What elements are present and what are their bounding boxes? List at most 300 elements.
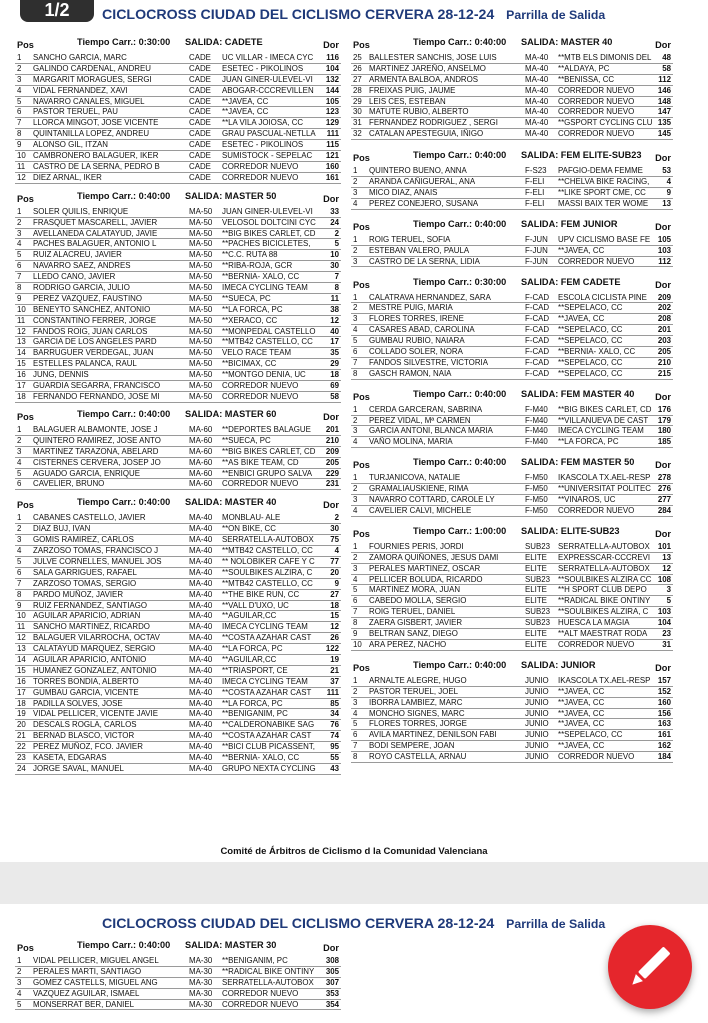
team: CORREDOR NUEVO xyxy=(558,639,635,649)
position: 2 xyxy=(353,686,358,696)
category-block xyxy=(15,191,341,403)
page-title xyxy=(102,7,605,23)
category: MA-40 xyxy=(189,665,213,675)
bib-number: 210 xyxy=(657,357,671,367)
bib-number: 103 xyxy=(657,245,671,255)
position: 4 xyxy=(353,437,358,447)
rider-row xyxy=(351,752,673,763)
position: 1 xyxy=(17,956,22,965)
rider-row xyxy=(351,325,673,336)
rider-row xyxy=(351,506,673,517)
rider-name: ROIG TERUEL, DANIEL xyxy=(369,607,456,617)
position: 2 xyxy=(353,552,358,562)
rider-row xyxy=(351,564,673,575)
category: MA-40 xyxy=(189,709,213,719)
bib-number: 85 xyxy=(330,698,339,708)
team: **SUECA, PC xyxy=(222,293,271,303)
bib-number: 21 xyxy=(330,665,339,675)
bib-number: 123 xyxy=(325,107,339,117)
position: 3 xyxy=(353,697,358,707)
block-header xyxy=(351,457,673,473)
race-time: Tiempo Carr.: 0:40:00 xyxy=(413,218,507,229)
bib-header: Dor xyxy=(655,662,671,673)
category: MA-40 xyxy=(525,74,549,84)
rider-name: HUMANEZ GONZALEZ, ANTONIO xyxy=(33,665,157,675)
team: **LA FORCA, PC xyxy=(222,304,283,314)
rider-name: ZAERA GISBERT, JAVIER xyxy=(369,618,463,628)
team: **BIG BIKES CARLET, CD xyxy=(222,446,316,456)
block-header xyxy=(15,409,341,425)
rider-row xyxy=(15,436,341,447)
category: MA-50 xyxy=(189,272,213,282)
bib-number: 77 xyxy=(330,556,339,566)
category: JUNIO xyxy=(525,697,549,707)
team: UPV CICLISMO BASE FE xyxy=(558,234,651,244)
team: CORREDOR NUEVO xyxy=(222,391,299,401)
team: **JAVEA, CC xyxy=(558,719,605,729)
team: **UNIVERSITAT POLITEC xyxy=(558,484,651,494)
category: MA-40 xyxy=(525,118,549,128)
category: F-M40 xyxy=(525,415,548,425)
team: GRUPO NEXTA CYCLING xyxy=(222,763,316,773)
rider-row xyxy=(15,261,341,272)
rider-name: GUMBAU GARCIA, VICENTE xyxy=(33,687,139,697)
bib-number: 55 xyxy=(330,752,339,762)
category: MA-50 xyxy=(189,250,213,260)
rider-row xyxy=(351,596,673,607)
category: MA-40 xyxy=(189,524,213,534)
rider-name: TURJANICOVA, NATALIE xyxy=(369,473,461,483)
category: CADE xyxy=(189,107,211,117)
rider-name: CAMBRONERO BALAGUER, IKER xyxy=(33,151,159,161)
position: 8 xyxy=(353,752,358,762)
team: CORREDOR NUEVO xyxy=(222,172,299,182)
position: 10 xyxy=(17,304,26,314)
rider-name: BERNAD BLASCO, VICTOR xyxy=(33,731,135,741)
position: 14 xyxy=(17,348,26,358)
rider-name: COLLADO SOLER, NORA xyxy=(369,346,463,356)
rider-name: ZARZOSO TOMAS, SERGIO xyxy=(33,578,137,588)
rider-row xyxy=(15,513,341,524)
category: MA-40 xyxy=(189,589,213,599)
rider-row xyxy=(351,369,673,380)
position: 7 xyxy=(17,272,22,282)
rider-row xyxy=(15,64,341,75)
category-block xyxy=(351,150,673,210)
position: 7 xyxy=(17,118,22,128)
bib-number: 205 xyxy=(657,346,671,356)
rider-row xyxy=(351,336,673,347)
rider-row xyxy=(351,542,673,553)
bib-number: 277 xyxy=(657,495,671,505)
rider-row xyxy=(15,447,341,458)
position: 23 xyxy=(17,752,26,762)
category: MA-40 xyxy=(189,513,213,523)
rider-row xyxy=(351,257,673,268)
bib-number: 38 xyxy=(330,304,339,314)
position: 8 xyxy=(17,129,22,139)
rider-name: BODI SEMPERE, JOAN xyxy=(369,741,455,751)
rider-name: NAVARRO COTTARD, CAROLE LY xyxy=(369,495,495,505)
rider-row xyxy=(15,75,341,86)
bib-number: 26 xyxy=(330,633,339,643)
rider-row xyxy=(15,590,341,601)
category: JUNIO xyxy=(525,730,549,740)
category: MA-50 xyxy=(189,337,213,347)
bib-number: 40 xyxy=(330,326,339,336)
position: 10 xyxy=(17,151,26,161)
category: F-M50 xyxy=(525,484,548,494)
position: 2 xyxy=(17,217,22,227)
rider-name: PELLICER BOLUDA, RICARDO xyxy=(369,574,483,584)
category: MA-40 xyxy=(525,63,549,73)
bib-number: 132 xyxy=(325,74,339,84)
bib-number: 176 xyxy=(657,404,671,414)
position: 4 xyxy=(17,85,22,95)
bib-number: 20 xyxy=(330,567,339,577)
rider-name: MONCHO SIGNES, MARC xyxy=(369,708,465,718)
position: 8 xyxy=(353,368,358,378)
category: MA-40 xyxy=(525,96,549,106)
bib-number: 30 xyxy=(330,261,339,271)
team: ESETEC - PIKOLINOS xyxy=(222,63,304,73)
rider-name: LLORCA MINGOT, JOSE VICENTE xyxy=(33,118,159,128)
category: CADE xyxy=(189,151,211,161)
bib-number: 104 xyxy=(657,618,671,628)
rider-name: FOURNIES PERIS, JORDI xyxy=(369,541,464,551)
team: **SEPELACO, CC xyxy=(558,325,623,335)
category: F-M50 xyxy=(525,505,548,515)
start-category: SALIDA: CADETE xyxy=(185,37,263,47)
pos-header: Pos xyxy=(353,460,370,471)
position: 12 xyxy=(17,172,26,182)
team: **JAVEA, CC xyxy=(558,245,605,255)
category: MA-30 xyxy=(189,977,213,987)
bib-number: 24 xyxy=(330,217,339,227)
category: F-ELI xyxy=(525,187,545,197)
rider-row xyxy=(351,303,673,314)
bib-number: 76 xyxy=(330,720,339,730)
category: SUB23 xyxy=(525,574,551,584)
team: **CALDERONABIKE SAG xyxy=(222,720,315,730)
rider-name: BARRUGUER VERDEGAL, JUAN xyxy=(33,348,154,358)
team: **SOULBIKES ALZIRA, C xyxy=(222,567,313,577)
rider-name: NAVARRO CANALES, MIGUEL xyxy=(33,96,145,106)
team: **BICI CLUB PICASSENT, xyxy=(222,742,315,752)
bib-number: 185 xyxy=(657,437,671,447)
bib-number: 48 xyxy=(662,53,671,62)
team: **BIG BIKES CARLET, CD xyxy=(222,228,316,238)
bib-number: 112 xyxy=(658,256,671,266)
team: **SUECA, PC xyxy=(222,435,271,445)
category: MA-40 xyxy=(189,611,213,621)
category: MA-50 xyxy=(189,326,213,336)
rider-name: GUARDIA SEGARRA, FRANCISCO xyxy=(33,381,161,391)
block-header xyxy=(351,277,673,293)
category: CADE xyxy=(189,172,211,182)
rider-row xyxy=(351,293,673,304)
category: MA-60 xyxy=(189,446,213,456)
position: 6 xyxy=(17,107,22,117)
rider-row xyxy=(351,166,673,177)
team: ESETEC - PIKOLINOS xyxy=(222,140,304,150)
position: 6 xyxy=(17,261,22,271)
rider-name: QUINTERO BUENO, ANNA xyxy=(369,166,467,176)
position: 3 xyxy=(353,314,358,324)
rider-row xyxy=(351,199,673,210)
category: F-CAD xyxy=(525,346,550,356)
block-header xyxy=(351,389,673,405)
bib-number: 58 xyxy=(330,391,339,401)
category: MA-40 xyxy=(525,129,549,139)
position: 25 xyxy=(353,53,362,62)
start-category: SALIDA: FEM ELITE-SUB23 xyxy=(521,150,642,161)
rider-name: BENEYTO SANCHEZ, ANTONIO xyxy=(33,304,151,314)
rider-row xyxy=(15,359,341,370)
bib-number: 180 xyxy=(657,426,671,436)
rider-name: PARDO MUÑOZ, JAVIER xyxy=(33,589,124,599)
start-category: SALIDA: MASTER 50 xyxy=(185,190,277,201)
team: **AS BIKE TEAM, CD xyxy=(222,457,299,467)
race-time: Tiempo Carr.: 0:30:00 xyxy=(77,37,171,47)
category: MA-30 xyxy=(189,956,213,965)
position: 4 xyxy=(353,505,358,515)
category: F-M40 xyxy=(525,426,548,436)
bib-number: 202 xyxy=(657,303,671,313)
category: MA-40 xyxy=(189,556,213,566)
bib-number: 2 xyxy=(334,513,339,523)
rider-row xyxy=(15,568,341,579)
rider-row xyxy=(15,579,341,590)
category: MA-40 xyxy=(189,567,213,577)
position: 1 xyxy=(353,166,358,176)
rider-name: SOLER QUILIS, ENRIQUE xyxy=(33,206,129,216)
team: **SOULBIKES ALZIRA, C xyxy=(558,607,649,617)
position: 4 xyxy=(17,988,22,998)
bib-header: Dor xyxy=(655,460,671,471)
race-time: Tiempo Carr.: 0:40:00 xyxy=(413,388,507,399)
category: ELITE xyxy=(525,629,547,639)
team: CORREDOR NUEVO xyxy=(558,505,635,515)
team: **VALL D'UXO, UC xyxy=(222,600,289,610)
category-block xyxy=(15,497,341,774)
team: **BIG BIKES CARLET, CD xyxy=(558,404,652,414)
bib-number: 111 xyxy=(326,687,339,697)
bib-number: 160 xyxy=(325,161,339,171)
category: MA-60 xyxy=(189,435,213,445)
category: MA-60 xyxy=(189,468,213,478)
bib-number: 147 xyxy=(657,107,671,117)
position: 8 xyxy=(353,618,358,628)
rider-name: VAZQUEZ AGUILAR, ISMAEL xyxy=(33,988,140,998)
bib-header: Dor xyxy=(323,193,339,204)
rider-row xyxy=(351,687,673,698)
rider-row xyxy=(351,709,673,720)
pos-header: Pos xyxy=(353,40,370,50)
rider-name: ARA PEREZ, NACHO xyxy=(369,639,447,649)
category: MA-40 xyxy=(525,85,549,95)
category: MA-50 xyxy=(189,217,213,227)
rider-name: FLORES TORRES, IRENE xyxy=(369,314,464,324)
rider-row xyxy=(15,316,341,327)
rider-row xyxy=(351,618,673,629)
category: F-CAD xyxy=(525,314,550,324)
category: CADE xyxy=(189,74,211,84)
bib-number: 353 xyxy=(325,988,339,998)
rider-name: CASTRO DE LA SERNA, LIDIA xyxy=(369,256,480,266)
pos-header: Pos xyxy=(17,500,34,511)
category: MA-50 xyxy=(189,304,213,314)
rider-row xyxy=(15,381,341,392)
edit-button[interactable] xyxy=(608,925,692,1009)
rider-row xyxy=(15,207,341,218)
rider-row xyxy=(15,742,341,753)
position: 10 xyxy=(353,639,362,649)
race-time: Tiempo Carr.: 0:40:00 xyxy=(77,190,171,201)
category: F-M40 xyxy=(525,404,548,414)
category-block xyxy=(15,940,341,1010)
position: 8 xyxy=(17,283,22,293)
team: **LA FORCA, PC xyxy=(222,698,283,708)
rider-row xyxy=(15,53,341,64)
bib-number: 145 xyxy=(657,129,671,139)
team: IMECA CYCLING TEAM xyxy=(222,676,308,686)
block-header xyxy=(351,219,673,235)
category: F-ELI xyxy=(525,177,545,187)
rider-row xyxy=(15,151,341,162)
start-category: SALIDA: MASTER 40 xyxy=(185,497,277,508)
bib-number: 12 xyxy=(330,622,339,632)
position: 21 xyxy=(17,731,26,741)
team: **PACHES BICICLETES, xyxy=(222,239,311,249)
rider-name: CONSTANTINO FERRER, JORGE xyxy=(33,315,157,325)
position: 11 xyxy=(17,622,26,632)
start-category: SALIDA: MASTER 40 xyxy=(521,37,613,47)
team: **COSTA AZAHAR CAST xyxy=(222,633,312,643)
category: F-M50 xyxy=(525,495,548,505)
rider-name: FLORES TORRES, JORGE xyxy=(369,719,467,729)
pos-header: Pos xyxy=(17,943,34,953)
bib-number: 5 xyxy=(334,239,339,249)
position: 6 xyxy=(17,479,22,489)
bib-number: 179 xyxy=(657,415,671,425)
bib-header: Dor xyxy=(323,412,339,422)
rider-name: CISTERNES CERVERA, JOSEP JO xyxy=(33,457,161,467)
rider-row xyxy=(15,524,341,535)
position: 3 xyxy=(17,228,22,238)
category-block xyxy=(15,409,341,490)
start-category: SALIDA: JUNIOR xyxy=(521,659,596,670)
position: 2 xyxy=(353,303,358,313)
bib-number: 11 xyxy=(330,293,339,303)
team: **MONTGO DENIA, UC xyxy=(222,370,306,380)
position: 4 xyxy=(353,708,358,718)
bib-header: Dor xyxy=(323,943,339,953)
bib-number: 23 xyxy=(662,629,671,639)
bib-number: 152 xyxy=(657,686,671,696)
start-category: SALIDA: MASTER 30 xyxy=(185,940,277,950)
position: 3 xyxy=(353,256,358,266)
bib-number: 9 xyxy=(334,578,339,588)
category: MA-50 xyxy=(189,228,213,238)
team: CORREDOR NUEVO xyxy=(558,107,635,117)
rider-row xyxy=(15,655,341,666)
team: EXPRESSCAR-CCCREVI xyxy=(558,552,651,562)
rider-name: MICO DIAZ, ANAIS xyxy=(369,187,438,197)
position: 2 xyxy=(353,177,358,187)
position: 22 xyxy=(17,742,26,752)
category: SUB23 xyxy=(525,607,551,617)
rider-name: CABANES CASTELLO, JAVIER xyxy=(33,513,146,523)
team: **RADICAL BIKE ONTINY xyxy=(558,596,651,606)
category: MA-40 xyxy=(525,53,549,62)
bib-number: 53 xyxy=(662,166,671,176)
rider-row xyxy=(15,129,341,140)
rider-name: GUMBAU RUBIO, NAIARA xyxy=(369,336,465,346)
category: F-M50 xyxy=(525,473,548,483)
position: 9 xyxy=(17,293,22,303)
rider-name: GASCH RAMON, NAIA xyxy=(369,368,452,378)
category: MA-40 xyxy=(189,546,213,556)
rider-name: PERALES MARTINEZ, OSCAR xyxy=(369,563,481,573)
bib-number: 162 xyxy=(657,741,671,751)
team: MASSI BAIX TER WOME xyxy=(558,198,649,208)
category: MA-40 xyxy=(189,578,213,588)
category: MA-40 xyxy=(525,107,549,117)
start-category: SALIDA: MASTER 60 xyxy=(185,409,277,419)
team: **RADICAL BIKE ONTINY xyxy=(222,966,315,976)
team: JUAN GINER-ULEVEL-VI xyxy=(222,206,313,216)
team: **XERACO, CC xyxy=(222,315,278,325)
team: **JAVEA, CC xyxy=(558,686,605,696)
position: 2 xyxy=(353,245,358,255)
rider-row xyxy=(351,640,673,651)
rider-name: CASTRO DE LA SERNA, PEDRO B xyxy=(33,161,160,171)
category: MA-40 xyxy=(189,633,213,643)
rider-name: ZARZOSO TOMAS, FRANCISCO J xyxy=(33,546,159,556)
position: 6 xyxy=(353,596,358,606)
rider-name: PEREZ MUÑOZ, FCO. JAVIER xyxy=(33,742,143,752)
bib-number: 157 xyxy=(657,675,671,685)
block-header xyxy=(351,150,673,166)
bib-number: 43 xyxy=(330,763,339,773)
rider-name: MARGARIT MORAGUES, SERGI xyxy=(33,74,152,84)
bib-number: 2 xyxy=(334,228,339,238)
rider-name: CAVELIER CALVI, MICHELE xyxy=(369,505,472,515)
position: 3 xyxy=(17,977,22,987)
team: **BERNIA- XALO, CC xyxy=(558,346,636,356)
team: **SEPELACO, CC xyxy=(558,336,623,346)
position: 6 xyxy=(17,567,22,577)
category-block xyxy=(351,37,673,140)
rider-row xyxy=(15,327,341,338)
bib-number: 18 xyxy=(330,370,339,380)
position: 29 xyxy=(353,96,362,106)
position: 1 xyxy=(353,404,358,414)
bib-number: 13 xyxy=(662,198,671,208)
bib-number: 105 xyxy=(325,96,339,106)
race-time: Tiempo Carr.: 0:40:00 xyxy=(77,940,171,950)
bib-number: 135 xyxy=(657,118,671,128)
bib-number: 105 xyxy=(657,234,671,244)
bib-number: 229 xyxy=(325,468,339,478)
position: 2 xyxy=(353,484,358,494)
start-category: SALIDA: ELITE-SUB23 xyxy=(521,525,620,536)
position: 15 xyxy=(17,665,26,675)
bib-header: Dor xyxy=(655,391,671,402)
team: **LA VILA JOIOSA, CC xyxy=(222,118,304,128)
team: **ENBICI GRUPO SALVA xyxy=(222,468,313,478)
